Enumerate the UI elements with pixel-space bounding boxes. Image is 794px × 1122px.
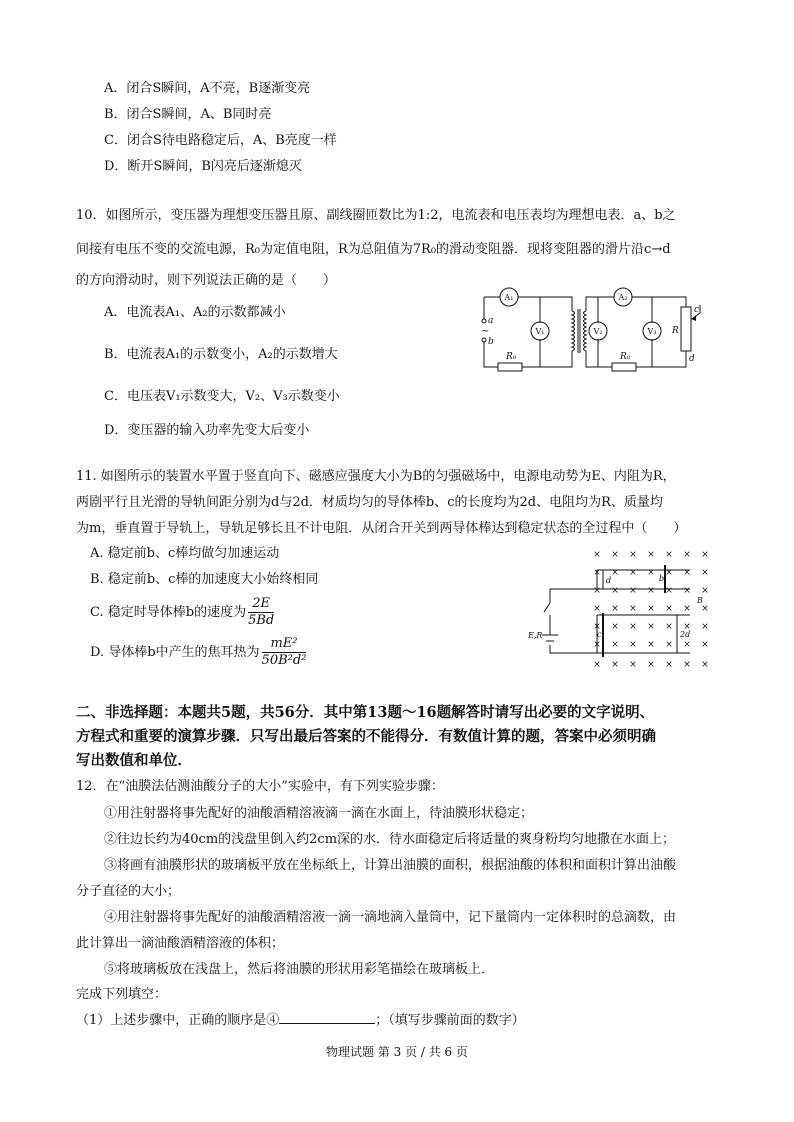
q11-option-c xyxy=(90,596,276,630)
field-cross-mark: × xyxy=(611,586,619,596)
spacing-d-label: d xyxy=(606,576,612,585)
q10-option-d: D．变压器的输入功率先变大后变小 xyxy=(104,423,310,438)
field-cross-mark: × xyxy=(665,550,673,560)
q11-option-c-denominator: 5Bd xyxy=(248,613,275,628)
field-cross-mark: × xyxy=(611,660,619,670)
q12-step4-line2: 此计算出一滴油酸酒精溶液的体积； xyxy=(76,936,285,951)
q9-option-d: D．断开S瞬间，B闪亮后逐渐熄灭 xyxy=(104,159,302,174)
q12-step3-line2: 分子直径的大小； xyxy=(76,884,181,899)
field-cross-mark: × xyxy=(683,622,691,632)
q12-step4-line1: ④用注射器将事先配好的油酸酒精溶液一滴一滴地滴入量筒中，记下量筒内一定体积时的总滴数，由 xyxy=(104,910,677,925)
voltmeter-v2-label: V₂ xyxy=(593,327,603,336)
q10-option-b: B．电流表A₁的示数变小，A₂的示数增大 xyxy=(104,347,338,362)
q12-sub1-prefix: （1）上述步骤中，正确的顺序是④ xyxy=(76,1013,280,1028)
terminal-a-label: a xyxy=(488,316,494,326)
q12-step1: ①用注射器将事先配好的油酸酒精溶液滴一滴在水面上，待油膜形状稳定； xyxy=(104,806,534,821)
q10-circuit-diagram xyxy=(470,283,710,378)
q11-option-c-prefix: C. 稳定时导体棒b的速度为 xyxy=(90,605,247,620)
field-cross-mark: × xyxy=(701,550,709,560)
voltmeter-v3-label: V₃ xyxy=(647,327,657,336)
field-cross-mark: × xyxy=(593,604,601,614)
rod-c-label: c xyxy=(597,630,602,639)
field-cross-mark: × xyxy=(629,622,637,632)
field-cross-mark: × xyxy=(593,550,601,560)
q11-option-c-fraction xyxy=(248,596,274,629)
q11-stem-line1: 11. 如图所示的装置水平置于竖直向下、磁感应强度大小为B的匀强磁场中，电源电动势为E、内阻为R， xyxy=(76,469,676,484)
q10-stem-line3: 的方向滑动时，则下列说法正确的是（ ） xyxy=(76,273,337,288)
q11-option-d xyxy=(90,636,308,670)
field-cross-mark: × xyxy=(683,660,691,670)
field-cross-mark: × xyxy=(701,660,709,670)
q11-option-d-denominator: 50B²d² xyxy=(261,653,307,668)
field-cross-mark: × xyxy=(593,660,601,670)
field-cross-mark: × xyxy=(629,640,637,650)
field-cross-mark: × xyxy=(611,550,619,560)
field-cross-mark: × xyxy=(701,568,709,578)
q11-option-d-fraction xyxy=(262,636,307,669)
field-cross-mark: × xyxy=(611,622,619,632)
ammeter-a1-label: A₁ xyxy=(504,293,514,302)
field-cross-mark: × xyxy=(593,568,601,578)
q11-option-d-prefix: D. 导体棒b中产生的焦耳热为 xyxy=(90,645,260,660)
voltmeter-v1-label: V₁ xyxy=(535,327,545,336)
q11-option-b: B. 稳定前b、c棒的加速度大小始终相同 xyxy=(90,572,319,587)
field-cross-mark: × xyxy=(665,622,673,632)
field-cross-mark: × xyxy=(611,640,619,650)
q12-sub1-answer-blank[interactable] xyxy=(279,1011,375,1024)
field-cross-mark: × xyxy=(593,586,601,596)
q9-option-a: A．闭合S瞬间，A不亮，B逐渐变亮 xyxy=(104,81,311,96)
q10-stem-line1: 10．如图所示，变压器为理想变压器且原、副线圈匝数比为1:2，电流表和电压表均为理想电表．a、b之 xyxy=(76,208,676,223)
field-cross-mark: × xyxy=(683,604,691,614)
field-cross-mark: × xyxy=(647,586,655,596)
resistor-r0-secondary-label: R₀ xyxy=(620,352,631,362)
slider-c-label: c xyxy=(694,305,700,315)
field-cross-mark: × xyxy=(647,568,655,578)
field-cross-mark: × xyxy=(701,640,709,650)
q11-option-a: A. 稳定前b、c棒均做匀加速运动 xyxy=(90,546,280,561)
field-cross-mark: × xyxy=(701,586,709,596)
field-cross-mark: × xyxy=(665,604,673,614)
ammeter-a2-label: A₂ xyxy=(618,293,628,302)
section2-heading-line3: 写出数值和单位． xyxy=(76,752,192,769)
section2-heading-line1: 二、非选择题：本题共5题，共56分．其中第13题～16题解答时请写出必要的文字说明、 xyxy=(76,704,655,721)
field-cross-mark: × xyxy=(629,604,637,614)
field-cross-mark: × xyxy=(593,640,601,650)
resistor-r0-primary-label: R₀ xyxy=(506,352,517,362)
field-cross-mark: × xyxy=(647,550,655,560)
field-cross-mark: × xyxy=(683,550,691,560)
q11-rails-diagram xyxy=(525,545,725,675)
field-cross-mark: × xyxy=(647,622,655,632)
field-cross-mark: × xyxy=(629,660,637,670)
field-cross-mark: × xyxy=(665,586,673,596)
rod-b-label: b xyxy=(659,574,665,583)
field-cross-mark: × xyxy=(611,568,619,578)
field-cross-mark: × xyxy=(665,660,673,670)
q11-stem-line2: 两剧平行且光滑的导轨间距分别为d与2d．材质均匀的导体棒b、c的长度均为2d、电阻均为R、质量均 xyxy=(76,495,663,510)
field-cross-mark: × xyxy=(665,640,673,650)
q9-option-c: C．闭合S待电路稳定后，A、B亮度一样 xyxy=(104,133,337,148)
q11-option-d-numerator: mE² xyxy=(262,636,307,653)
field-cross-mark: × xyxy=(665,568,673,578)
q12-fill-prompt: 完成下列填空： xyxy=(76,987,168,1002)
field-cross-mark: × xyxy=(629,586,637,596)
field-cross-mark: × xyxy=(701,604,709,614)
field-cross-mark: × xyxy=(701,622,709,632)
q9-option-b: B．闭合S瞬间，A、B同时亮 xyxy=(104,107,272,122)
q11-option-c-numerator: 2E xyxy=(248,596,274,613)
field-cross-mark: × xyxy=(683,586,691,596)
source-er-label: E,R xyxy=(528,631,543,640)
field-cross-mark: × xyxy=(629,550,637,560)
q12-subquestion-1 xyxy=(76,1011,525,1030)
q10-option-c: C．电压表V₁示数变大，V₂、V₃示数变小 xyxy=(104,389,340,404)
field-cross-mark: × xyxy=(647,604,655,614)
field-cross-mark: × xyxy=(683,568,691,578)
q11-stem-line3: 为m，垂直置于导轨上，导轨足够长且不计电阻．从闭合开关到两导体棒达到稳定状态的全过程中（ ） xyxy=(76,521,687,536)
field-cross-mark: × xyxy=(593,622,601,632)
field-cross-mark: × xyxy=(647,660,655,670)
terminal-b-label: b xyxy=(488,337,494,347)
magnetic-field-crosses xyxy=(593,550,709,670)
ac-source-symbol: ~ xyxy=(481,326,490,337)
q10-stem-line2: 间接有电压不变的交流电源，R₀为定值电阻，R为总阻值为7R₀的滑动变阻器．现将变阻器的滑片沿c→d xyxy=(76,242,671,257)
field-cross-mark: × xyxy=(647,640,655,650)
spacing-2d-label: 2d xyxy=(680,630,691,639)
field-cross-mark: × xyxy=(611,604,619,614)
q12-step5: ⑤将玻璃板放在浅盘上，然后将油膜的形状用彩笔描绘在玻璃板上． xyxy=(104,962,495,977)
q12-step2: ②往边长约为40cm的浅盘里倒入约2cm深的水．待水面稳定后将适量的爽身粉均匀地撒在水面上； xyxy=(104,832,676,847)
section2-heading-line2: 方程式和重要的演算步骤．只写出最后答案的不能得分．有数值计算的题，答案中必须明确 xyxy=(76,728,656,745)
field-cross-mark: × xyxy=(683,640,691,650)
q12-sub1-suffix: ；（填写步骤前面的数字） xyxy=(375,1013,525,1028)
page-footer: 物理试题 第 3 页 / 共 6 页 xyxy=(325,1045,468,1059)
q12-intro: 12．在“油膜法估测油酸分子的大小”实验中，有下列实验步骤： xyxy=(76,779,444,794)
q10-option-a: A．电流表A₁、A₂的示数都减小 xyxy=(104,305,286,320)
q12-step3-line1: ③将画有油膜形状的玻璃板平放在坐标纸上，计算出油膜的面积，根据油酸的体积和面积计算出油酸 xyxy=(104,858,677,873)
field-cross-mark: × xyxy=(629,568,637,578)
slider-d-label: d xyxy=(689,354,695,364)
rheostat-r-label: R xyxy=(672,326,679,336)
field-b-label: B xyxy=(697,596,703,605)
